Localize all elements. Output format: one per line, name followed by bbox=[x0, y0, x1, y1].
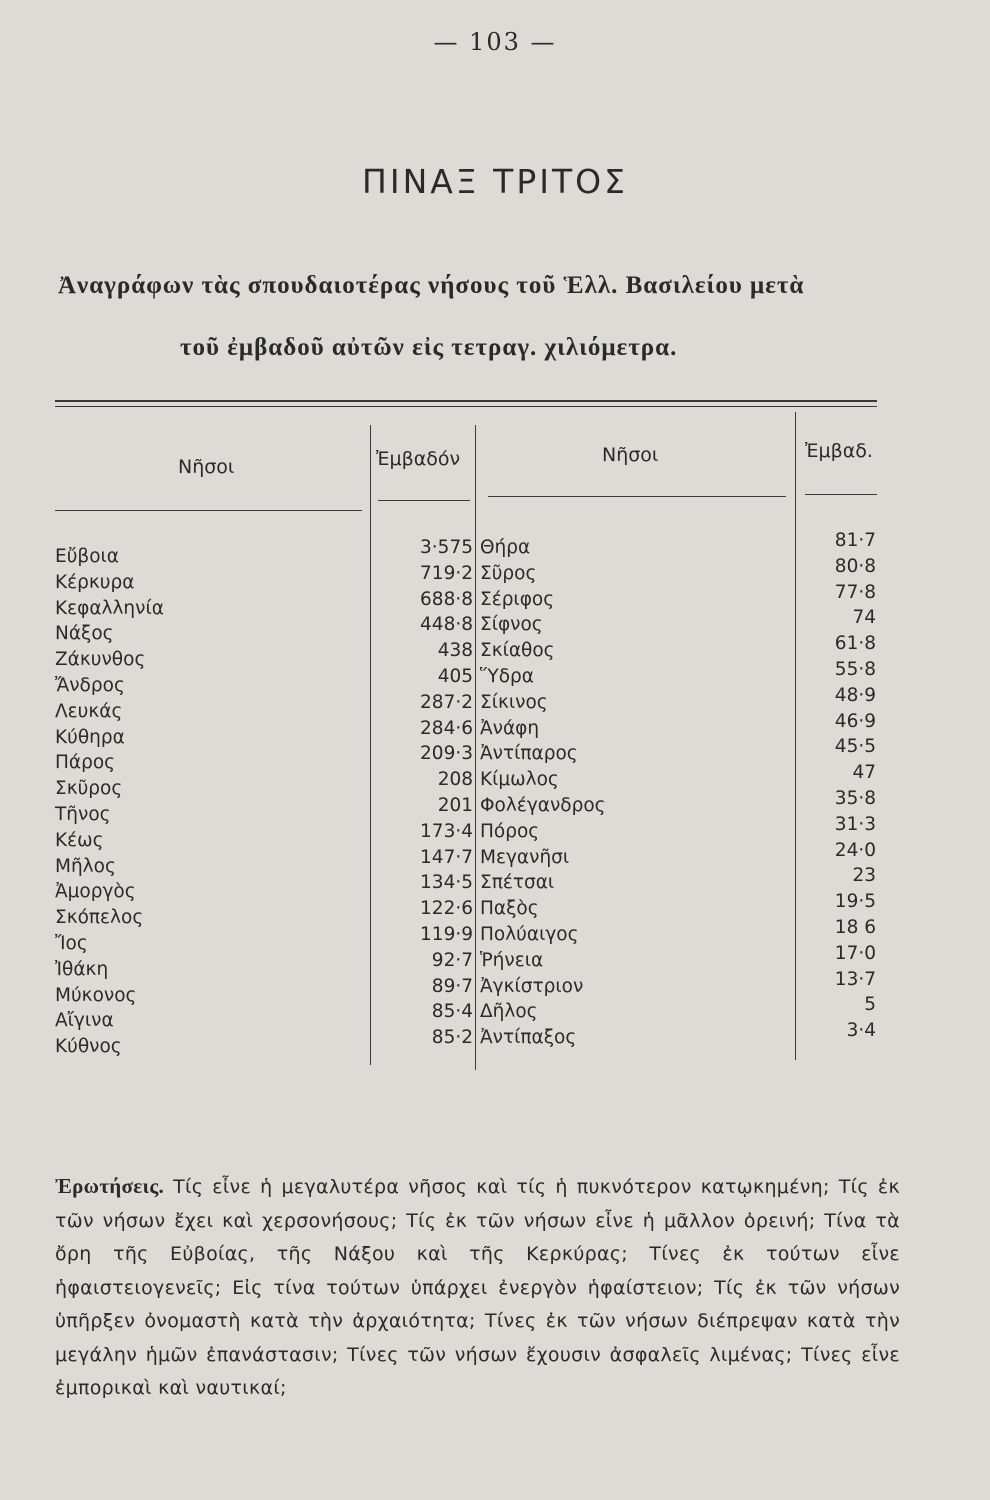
island-area: 24·0 bbox=[834, 839, 876, 861]
island-area: 287·2 bbox=[420, 691, 473, 713]
island-area: 438 bbox=[437, 640, 473, 662]
island-name: Τῆνος bbox=[55, 803, 111, 825]
island-name: Θήρα bbox=[480, 537, 531, 558]
island-name: Εὔβοια bbox=[55, 546, 119, 567]
island-name: Ἀντίπαξος bbox=[480, 1027, 577, 1049]
questions-label: Ἐρωτήσεις. bbox=[55, 1174, 165, 1198]
island-name: Κύθνος bbox=[55, 1036, 122, 1058]
table-heading: ΠΙΝΑΞ ΤΡΙΤΟΣ bbox=[362, 162, 628, 201]
island-area: 5 bbox=[864, 994, 876, 1016]
island-name: Κίμωλος bbox=[480, 769, 559, 791]
page-number: — 103 — bbox=[433, 28, 557, 56]
island-area: 81·7 bbox=[834, 530, 876, 551]
island-area: 209·3 bbox=[420, 743, 473, 765]
island-area: 23 bbox=[852, 865, 876, 887]
island-name: Μεγανῆσι bbox=[480, 846, 570, 868]
island-name: Κέρκυρα bbox=[55, 571, 135, 593]
island-name: Κύθηρα bbox=[55, 726, 125, 748]
island-name: Δῆλος bbox=[480, 1001, 538, 1023]
header-islands-left: Νῆσοι bbox=[178, 456, 235, 478]
island-name: Ἄνδρος bbox=[55, 674, 125, 696]
island-area: 55·8 bbox=[834, 658, 876, 680]
island-name: Πάρος bbox=[55, 752, 116, 774]
island-area: 284·6 bbox=[420, 717, 473, 739]
island-name: Ὕδρα bbox=[480, 665, 534, 687]
table-top-rule-2 bbox=[55, 406, 877, 407]
island-area: 208 bbox=[437, 769, 473, 791]
island-name: Ζάκυνθος bbox=[55, 649, 146, 671]
island-area: 85·4 bbox=[431, 1001, 473, 1023]
island-area: 74 bbox=[852, 607, 876, 629]
questions-paragraph bbox=[55, 1170, 900, 1406]
island-name: Σίφνος bbox=[480, 614, 543, 636]
header-underline-area-right bbox=[805, 494, 877, 495]
island-name: Σπέτσαι bbox=[480, 872, 555, 894]
table-top-rule bbox=[55, 400, 877, 402]
island-name: Αἴγινα bbox=[55, 1010, 114, 1032]
island-area: 17·0 bbox=[834, 942, 876, 964]
island-area: 448·8 bbox=[420, 614, 473, 636]
island-name: Ἀντίπαρος bbox=[480, 743, 578, 765]
table-caption-line-2: τοῦ ἐμβαδοῦ αὐτῶν εἰς τετραγ. χιλιόμετρα. bbox=[180, 334, 678, 361]
island-name: Ῥήνεια bbox=[480, 949, 544, 971]
island-area: 80·8 bbox=[834, 555, 876, 577]
island-area: 48·9 bbox=[834, 684, 876, 706]
island-name: Λευκάς bbox=[55, 700, 123, 722]
right-island-areas bbox=[800, 528, 876, 1044]
island-name: Παξὸς bbox=[480, 898, 539, 920]
island-name: Ἀνάφη bbox=[480, 717, 540, 739]
island-area: 31·3 bbox=[834, 813, 876, 835]
table-caption-line-1: Ἀναγράφων τὰς σπουδαιοτέρας νήσους τοῦ Ἑλλ. Βασιλείου μετὰ bbox=[58, 272, 805, 299]
island-area: 405 bbox=[437, 665, 473, 687]
header-underline-left bbox=[55, 510, 362, 511]
island-area: 35·8 bbox=[834, 787, 876, 809]
island-name: Κεφαλληνία bbox=[55, 597, 164, 619]
island-area: 719·2 bbox=[420, 562, 473, 584]
island-area: 147·7 bbox=[420, 846, 473, 868]
island-area: 19·5 bbox=[834, 891, 876, 913]
island-area: 47 bbox=[852, 762, 876, 784]
island-name: Ἀμοργὸς bbox=[55, 881, 136, 903]
island-name: Νάξος bbox=[55, 623, 114, 645]
island-name: Πολύαιγος bbox=[480, 923, 579, 945]
island-area: 46·9 bbox=[834, 710, 876, 732]
island-area: 18 6 bbox=[834, 916, 876, 938]
island-area: 173·4 bbox=[420, 820, 473, 842]
island-name: Σέριφος bbox=[480, 588, 555, 610]
island-name: Σκίαθος bbox=[480, 640, 555, 662]
left-island-names bbox=[55, 544, 164, 1060]
island-name: Ἀγκίστριον bbox=[480, 975, 584, 997]
header-area-left: Ἐμβαδόν bbox=[376, 448, 461, 470]
island-name: Ἴος bbox=[55, 932, 88, 954]
island-name: Κέως bbox=[55, 829, 104, 851]
island-area: 122·6 bbox=[420, 898, 473, 920]
island-name: Σίκινος bbox=[480, 691, 548, 713]
island-area: 45·5 bbox=[834, 736, 876, 758]
left-island-areas bbox=[370, 535, 473, 1051]
island-name: Φολέγανδρος bbox=[480, 794, 606, 816]
island-area: 85·2 bbox=[431, 1027, 473, 1049]
island-name: Σκῦρος bbox=[55, 778, 123, 800]
island-name: Σῦρος bbox=[480, 562, 537, 584]
header-underline-right bbox=[488, 496, 786, 497]
header-area-right: Ἐμβαδ. bbox=[805, 440, 873, 462]
island-area: 3·575 bbox=[420, 537, 473, 558]
island-name: Μῆλος bbox=[55, 855, 116, 877]
island-area: 134·5 bbox=[420, 872, 473, 894]
header-underline-area-left bbox=[378, 500, 470, 501]
island-name: Πόρος bbox=[480, 820, 540, 842]
island-area: 92·7 bbox=[431, 949, 473, 971]
column-divider-3 bbox=[795, 412, 796, 1060]
island-area: 61·8 bbox=[834, 633, 876, 655]
island-area: 688·8 bbox=[420, 588, 473, 610]
island-name: Ἰθάκη bbox=[55, 958, 109, 980]
header-islands-right: Νῆσοι bbox=[602, 444, 659, 466]
island-name: Σκόπελος bbox=[55, 907, 144, 929]
questions-text: Τίς εἶνε ἡ μεγαλυτέρα νῆσος καὶ τίς ἡ πυκνότερον κατῳκημένη; Τίς ἐκ τῶν νήσων ἔχει καὶ χερσονήσους; Τίς ἐκ τῶν νήσων εἶνε ἡ μᾶλλον ὀρεινή; Τίνα τὰ ὄρη τῆς Εὐβοίας, τῆς Νάξου καὶ τῆς Κερκύρας; Τίνες ἐκ τούτων εἶνε ἡφαιστειογενεῖς; Εἰς τίνα τούτων ὑπάρχει ἐνεργὸν ἡφαίστειον; Τίς ἐκ τῶν νήσων ὑπῆρξεν ὀνομαστὴ κατὰ τὴν ἀρχαιότητα; Τίνες ἐκ τῶν νήσων διέπρεψαν κατὰ τὴν μεγάλην ἡμῶν ἐπανάστασιν; Τίνες τῶν νήσων ἔχουσιν ἀσφαλεῖς λιμένας; Τίνες εἶνε ἐμπορικαὶ καὶ ναυτικαί; bbox=[55, 1176, 900, 1399]
island-area: 77·8 bbox=[834, 581, 876, 603]
right-island-names bbox=[480, 535, 606, 1051]
island-area: 13·7 bbox=[834, 968, 876, 990]
island-area: 201 bbox=[437, 794, 473, 816]
column-divider-2 bbox=[475, 425, 476, 1070]
island-name: Μύκονος bbox=[55, 984, 137, 1006]
island-area: 119·9 bbox=[420, 923, 473, 945]
island-area: 89·7 bbox=[431, 975, 473, 997]
island-area: 3·4 bbox=[846, 1020, 876, 1042]
